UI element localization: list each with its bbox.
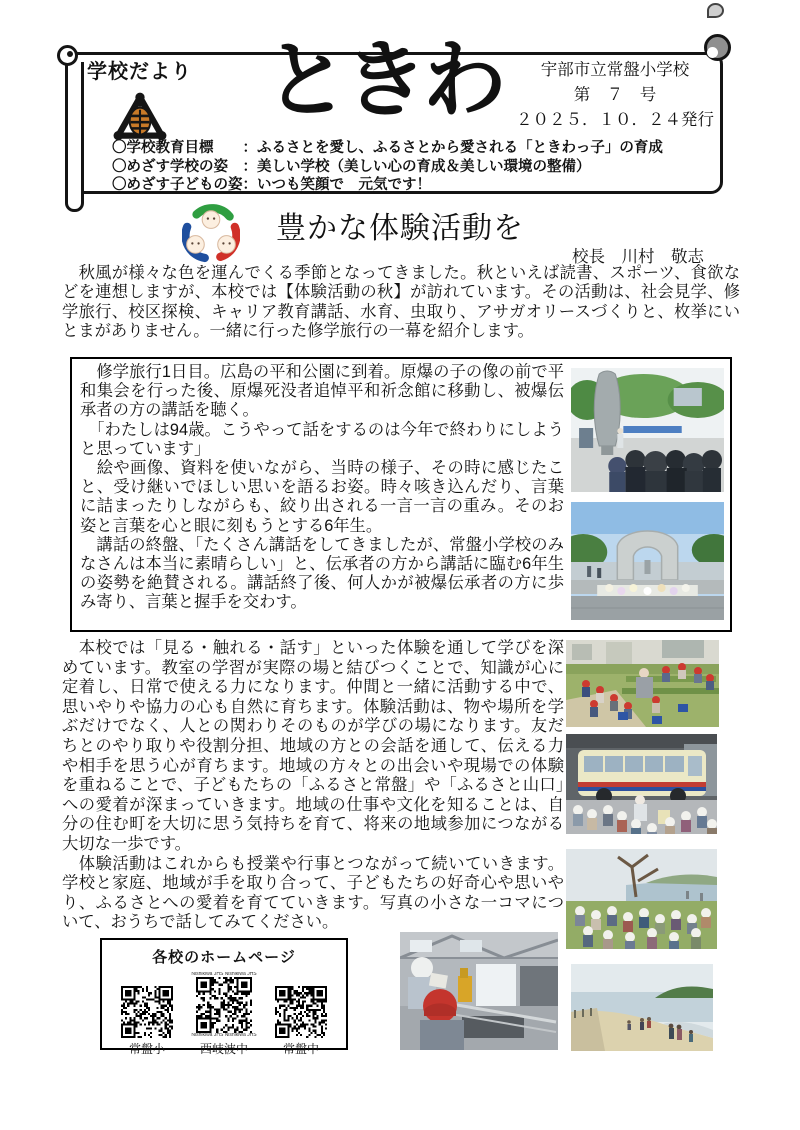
photo-factory-visit	[400, 932, 558, 1050]
qr-label: 西岐波中	[199, 1042, 248, 1056]
qr-code-nishikiwa-jhs	[196, 977, 252, 1033]
issue-number: 第 ７ 号	[573, 86, 657, 104]
qr-item-tokiwa-jhs	[268, 986, 334, 1057]
issue-date: ２０２５．１０．２４発行	[516, 111, 714, 129]
school-trip-box	[70, 357, 732, 632]
qr-frame-text-bottom: Nishikiwa JHS Nishikiwa JHS	[191, 1033, 257, 1038]
school-trip-text	[80, 363, 564, 626]
school-emblem-icon	[112, 90, 168, 144]
article-intro	[62, 264, 740, 342]
photo-cenotaph	[571, 502, 724, 620]
newsletter-title: ときわ	[264, 33, 502, 127]
qr-row	[102, 967, 346, 1057]
qr-item-tokiwa-elementary	[114, 986, 180, 1057]
photo-bus-lesson	[566, 734, 717, 834]
qr-label: 常盤中	[282, 1042, 319, 1056]
article-body	[62, 639, 564, 933]
trip-paragraph: 修学旅行1日目。広島の平和公園に到着。原爆の子の像の前で平和集会を行った後、原爆死没者追悼平和祈念館に移動し、被爆伝承者の方の講話を聴く。	[80, 363, 564, 420]
qr-code-tokiwa-jhs	[275, 986, 327, 1038]
goal-line: 〇学校教育目標 ：ふるさとを愛し、ふるさとから愛される「ときわっ子」の育成	[112, 140, 663, 156]
principal-byline: 校長 川村 敬志	[572, 248, 704, 266]
photo-beach-walk	[571, 964, 713, 1051]
newsletter-kicker: 学校だより	[87, 61, 192, 83]
photo-peace-monument	[571, 368, 724, 492]
scroll-curl-top-left-icon	[57, 45, 78, 66]
school-goals	[112, 139, 722, 195]
page-curl-mark	[707, 3, 724, 18]
homepage-box	[100, 938, 348, 1056]
school-name: 宇部市立常盤小学校	[540, 61, 690, 79]
scroll-curl-top-right-icon	[704, 34, 731, 61]
qr-code-tokiwa-elementary	[121, 986, 173, 1038]
trip-paragraph: 講話の終盤、「たくさん講話をしてきましたが、常盤小学校のみなさんは本当に素晴らしい」と、伝承者の方から講話に臨む6年生の姿勢を絶賛される。講話終了後、何人かが被爆伝承者の方に歩み寄り、言葉と握手を交わす。	[80, 535, 564, 612]
intro-paragraph: 秋風が様々な色を運んでくる季節となってきました。秋といえば読書、スポーツ、食欲などを連想しますが、本校では【体験活動の秋】が訪れています。その活動は、社会見学、修学旅行、校区探検、キャリア教育講話、水育、虫取り、アサガオリースづくりと、枚挙にいとまがありません。一緒に行った修学旅行の一幕を紹介します。	[62, 264, 740, 341]
homepage-box-title: 各校のホームページ	[152, 949, 296, 966]
body-paragraph: 体験活動はこれからも授業や行事とつながって続いていきます。学校と家庭、地域が手を取り合って、子どもたちの好奇心や思いやり、ふるさとへの愛着を育てていきます。写真の小さな一コマについて、おうちで話してみてください。	[62, 854, 564, 932]
trip-paragraph: 絵や画像、資料を使いながら、当時の様子、その時に感じたこと、受け継いでほしい思いを語るお姿。時々咳き込んだり、言葉に詰まったりしながらも、絞り出される一言一言の重み。そのお姿と言葉を心と眼に刻もうとする6年生。	[80, 459, 564, 535]
masthead-info	[508, 58, 722, 133]
goal-line: 〇めざす子どもの姿：いつも笑顔で 元気です！	[112, 177, 431, 193]
trip-paragraph: 「わたしは94歳。こうやって話をするのは今年で終わりにしようと思っています」	[80, 420, 564, 458]
goal-line: 〇めざす学校の姿 ：美しい学校（美しい心の育成＆美しい環境の整備）	[112, 158, 591, 175]
photo-garden-activity	[566, 640, 719, 727]
qr-frame-text-top: Nishikiwa JHS Nishikiwa JHS	[191, 972, 257, 977]
trip-photo-column	[571, 363, 725, 626]
body-paragraph: 本校では「見る・触れる・話す」といった体験を通して学びを深めています。教室の学習が実際の場と結びつくことで、知識が心に定着し、日常で使える力になります。仲間と一緒に活動する中で、思いやりや協力の心も自然に育ちます。体験活動は、物や場所を学ぶだけでなく、人との関わりそのものが学びの場になります。友だちとのやり取りや役割分担、地域の方との会話を通して、伝える力や相手を思う心が育ちます。地域の方々との出会いや現場での体験を重ねることで、子どもたちの「ふるさと常盤」や「ふるさと山口」への愛着が深まっていきます。地域の仕事や文化を知ることは、自分の住む町を大切に思う気持ちを育て、将来の地域参加につながる大切な一歩です。	[62, 639, 564, 853]
qr-item-nishikiwa-jhs	[191, 972, 257, 1057]
photo-lakeside-gathering	[566, 849, 717, 949]
qr-label: 常盤小	[128, 1042, 165, 1056]
article-title: 豊かな体験活動を	[276, 212, 524, 245]
scroll-roll-edge	[65, 62, 84, 212]
